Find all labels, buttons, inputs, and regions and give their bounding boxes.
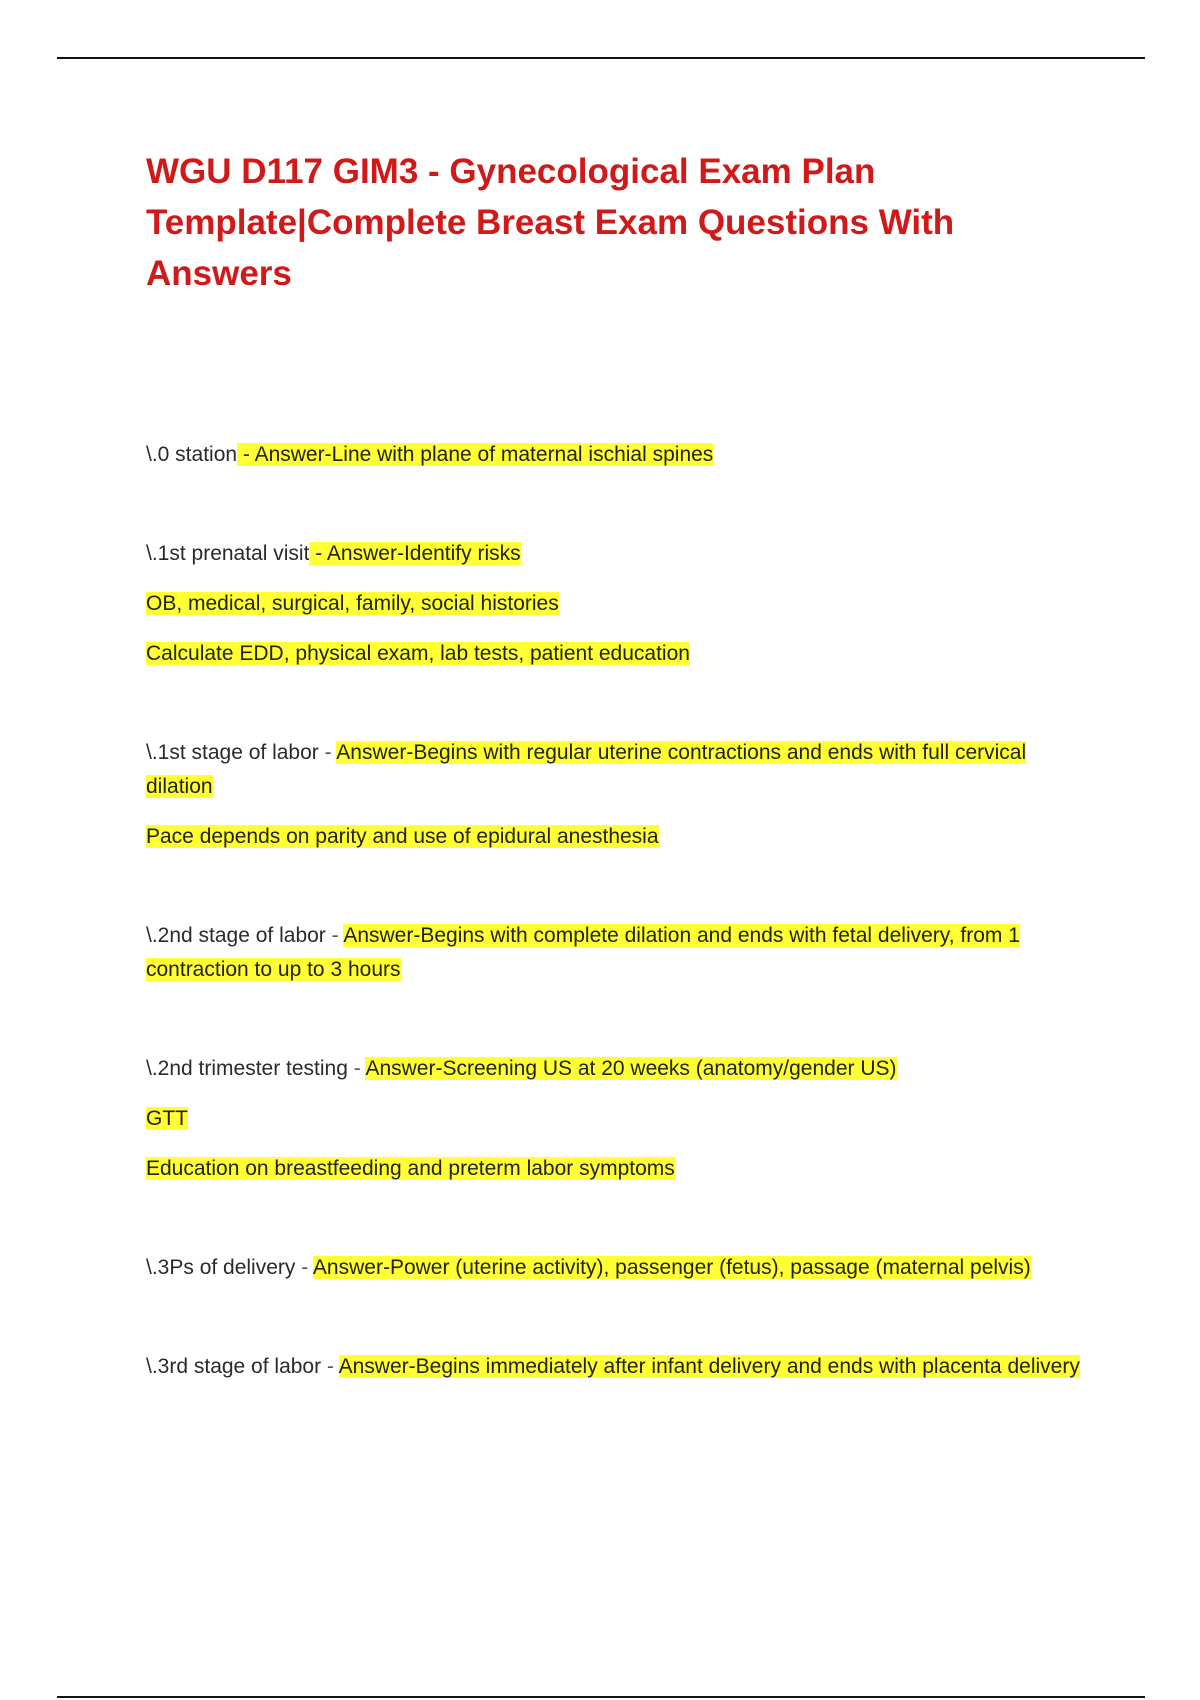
qa-entry — [146, 919, 1091, 987]
qa-separator: - — [309, 542, 327, 565]
qa-extra-line — [146, 637, 1091, 671]
qa-entry — [146, 1052, 1091, 1186]
qa-answer: Answer-Power (uterine activity), passenger (fetus), passage (maternal pelvis) — [312, 1256, 1031, 1279]
qa-line — [146, 919, 1091, 987]
qa-extra-text: Pace depends on parity and use of epidural anesthesia — [146, 825, 659, 848]
qa-line — [146, 1052, 1091, 1086]
qa-list — [146, 438, 1091, 1384]
qa-term: \.3rd stage of labor — [146, 1355, 322, 1378]
qa-answer: Answer-Screening US at 20 weeks (anatomy/gender US) — [365, 1057, 897, 1080]
bottom-rule — [57, 1696, 1145, 1698]
qa-line — [146, 1251, 1091, 1285]
qa-answer: Answer-Begins immediately after infant delivery and ends with placenta delivery — [338, 1355, 1080, 1378]
qa-line — [146, 736, 1091, 804]
qa-entry — [146, 438, 1091, 472]
qa-answer: Answer-Begins with complete dilation and ends with fetal delivery, from 1 contraction to up to 3 hours — [146, 924, 1020, 981]
qa-answer: Answer-Begins with regular uterine contractions and ends with full cervical dilation — [146, 741, 1027, 798]
qa-entry — [146, 537, 1091, 671]
qa-term: \.2nd trimester testing — [146, 1057, 348, 1080]
qa-term: \.0 station — [146, 443, 238, 466]
qa-extra-line — [146, 587, 1091, 621]
qa-line — [146, 537, 1091, 571]
qa-separator: - — [347, 1057, 366, 1080]
qa-extra-text: OB, medical, surgical, family, social histories — [146, 592, 559, 615]
qa-separator: - — [325, 924, 344, 947]
qa-separator: - — [237, 443, 255, 466]
qa-term: \.2nd stage of labor — [146, 924, 326, 947]
qa-line — [146, 438, 1091, 472]
qa-entry — [146, 1350, 1091, 1384]
qa-extra-line — [146, 1152, 1091, 1186]
qa-separator: - — [318, 741, 337, 764]
qa-term: \.3Ps of delivery — [146, 1256, 296, 1279]
document-title: WGU D117 GIM3 - Gynecological Exam Plan Template|Complete Breast Exam Questions With Answers — [146, 152, 955, 293]
qa-extra-text: GTT — [146, 1107, 188, 1130]
qa-extra-line — [146, 1102, 1091, 1136]
qa-line — [146, 1350, 1091, 1384]
qa-term: \.1st prenatal visit — [146, 542, 310, 565]
qa-separator: - — [295, 1256, 313, 1279]
qa-extra-line — [146, 820, 1091, 854]
qa-answer: Answer-Identify risks — [326, 542, 521, 565]
qa-entry — [146, 1251, 1091, 1285]
qa-entry — [146, 736, 1091, 854]
qa-separator: - — [321, 1355, 339, 1378]
qa-answer: Answer-Line with plane of maternal ischial spines — [254, 443, 714, 466]
qa-extra-text: Education on breastfeeding and preterm labor symptoms — [146, 1157, 675, 1180]
top-rule — [57, 57, 1145, 59]
qa-term: \.1st stage of labor — [146, 741, 319, 764]
qa-extra-text: Calculate EDD, physical exam, lab tests, patient education — [146, 642, 690, 665]
